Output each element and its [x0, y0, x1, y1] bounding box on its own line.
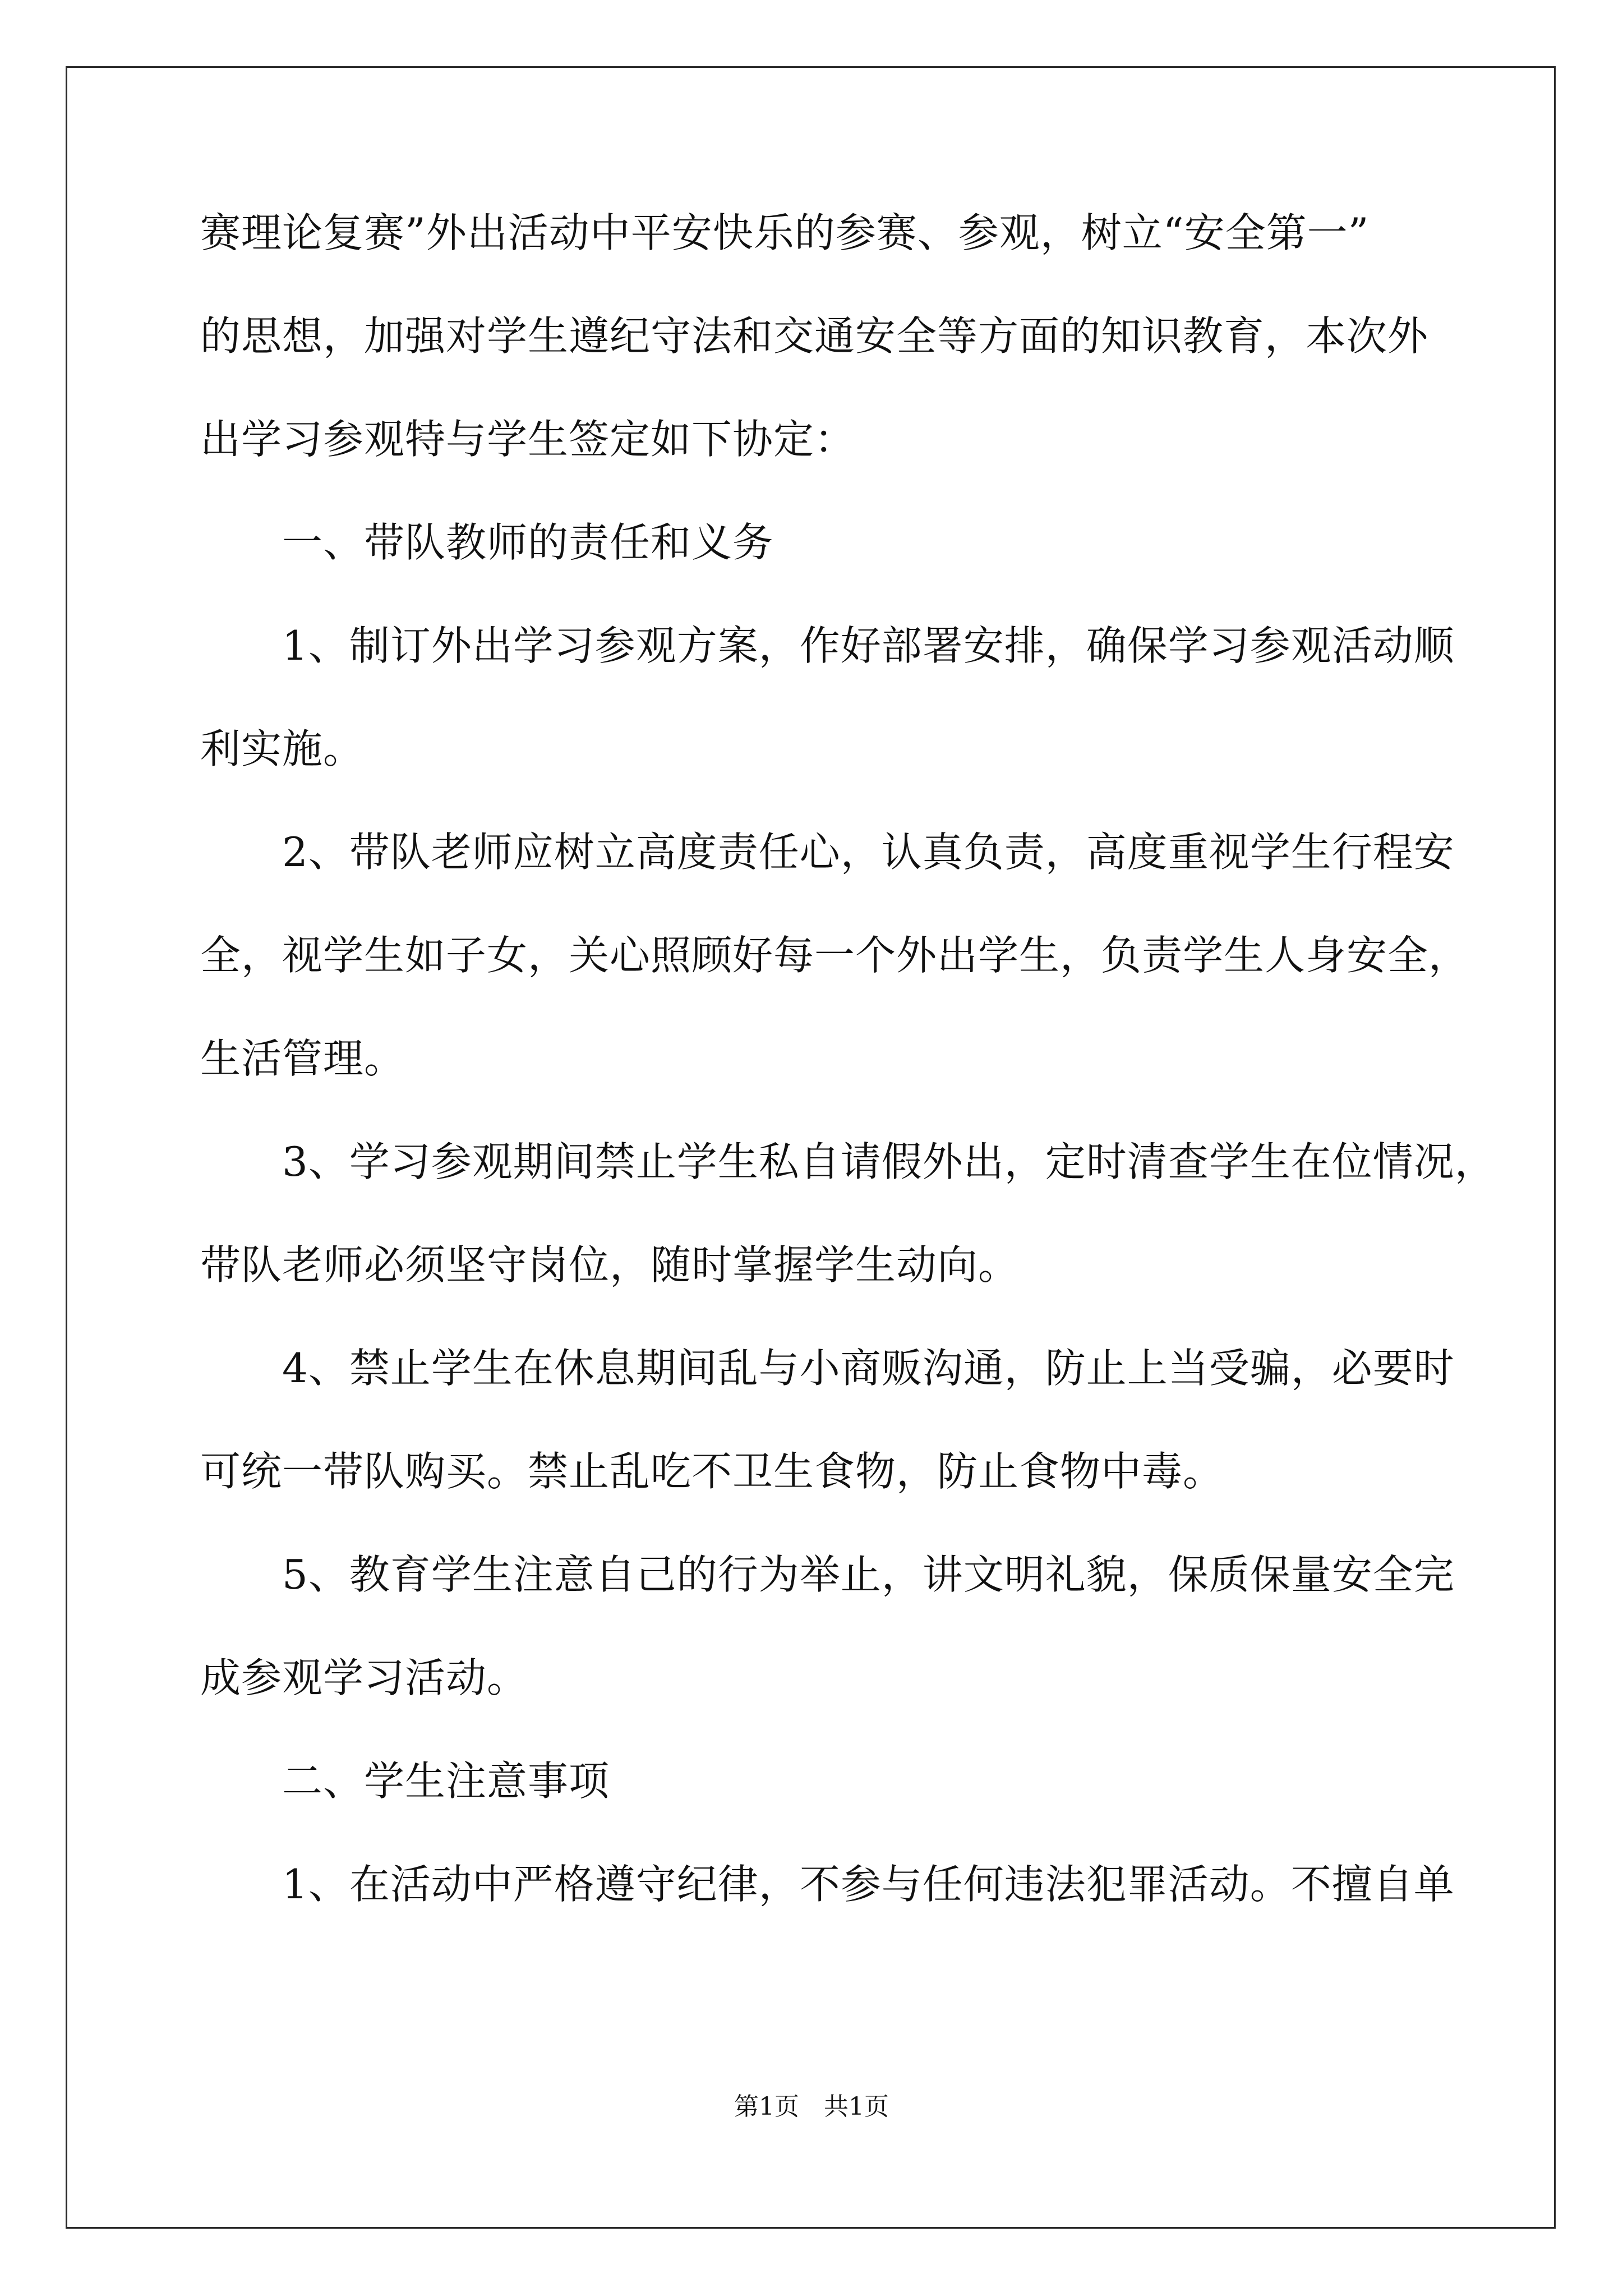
- section-heading: 二、学生注意事项: [200, 1757, 610, 1805]
- text-line: 成参观学习活动。: [200, 1654, 528, 1701]
- text-line: 5、教育学生注意自己的行为举止，讲文明礼貌，保质保量安全完: [200, 1551, 1455, 1598]
- text-line: 赛理论复赛”外出活动中平安快乐的参赛、参观，树立“安全第一”: [200, 209, 1370, 256]
- text-line: 3、学习参观期间禁止学生私自请假外出，定时清查学生在位情况，: [200, 1138, 1496, 1185]
- page-footer: 第1页 共1页: [734, 2092, 889, 2121]
- section-heading: 一、带队教师的责任和义务: [200, 519, 774, 566]
- text-line: 利实施。: [200, 725, 365, 772]
- text-line: 2、带队老师应树立高度责任心，认真负责，高度重视学生行程安: [200, 829, 1455, 876]
- text-line: 4、禁止学生在休息期间乱与小商贩沟通，防止上当受骗，必要时: [200, 1345, 1455, 1392]
- text-line: 1、制订外出学习参观方案，作好部署安排，确保学习参观活动顺: [200, 622, 1455, 669]
- text-line: 生活管理。: [200, 1035, 405, 1082]
- text-line: 带队老师必须坚守岗位，随时掌握学生动向。: [200, 1241, 1020, 1289]
- text-line: 的思想，加强对学生遵纪守法和交通安全等方面的知识教育，本次外: [200, 312, 1429, 360]
- text-line: 1、在活动中严格遵守纪律，不参与任何违法犯罪活动。不擅自单: [200, 1861, 1455, 1908]
- text-line: 可统一带队购买。禁止乱吃不卫生食物，防止食物中毒。: [200, 1448, 1224, 1495]
- text-line: 出学习参观特与学生签定如下协定：: [200, 416, 856, 463]
- text-line: 全，视学生如子女，关心照顾好每一个外出学生，负责学生人身安全，: [200, 932, 1470, 979]
